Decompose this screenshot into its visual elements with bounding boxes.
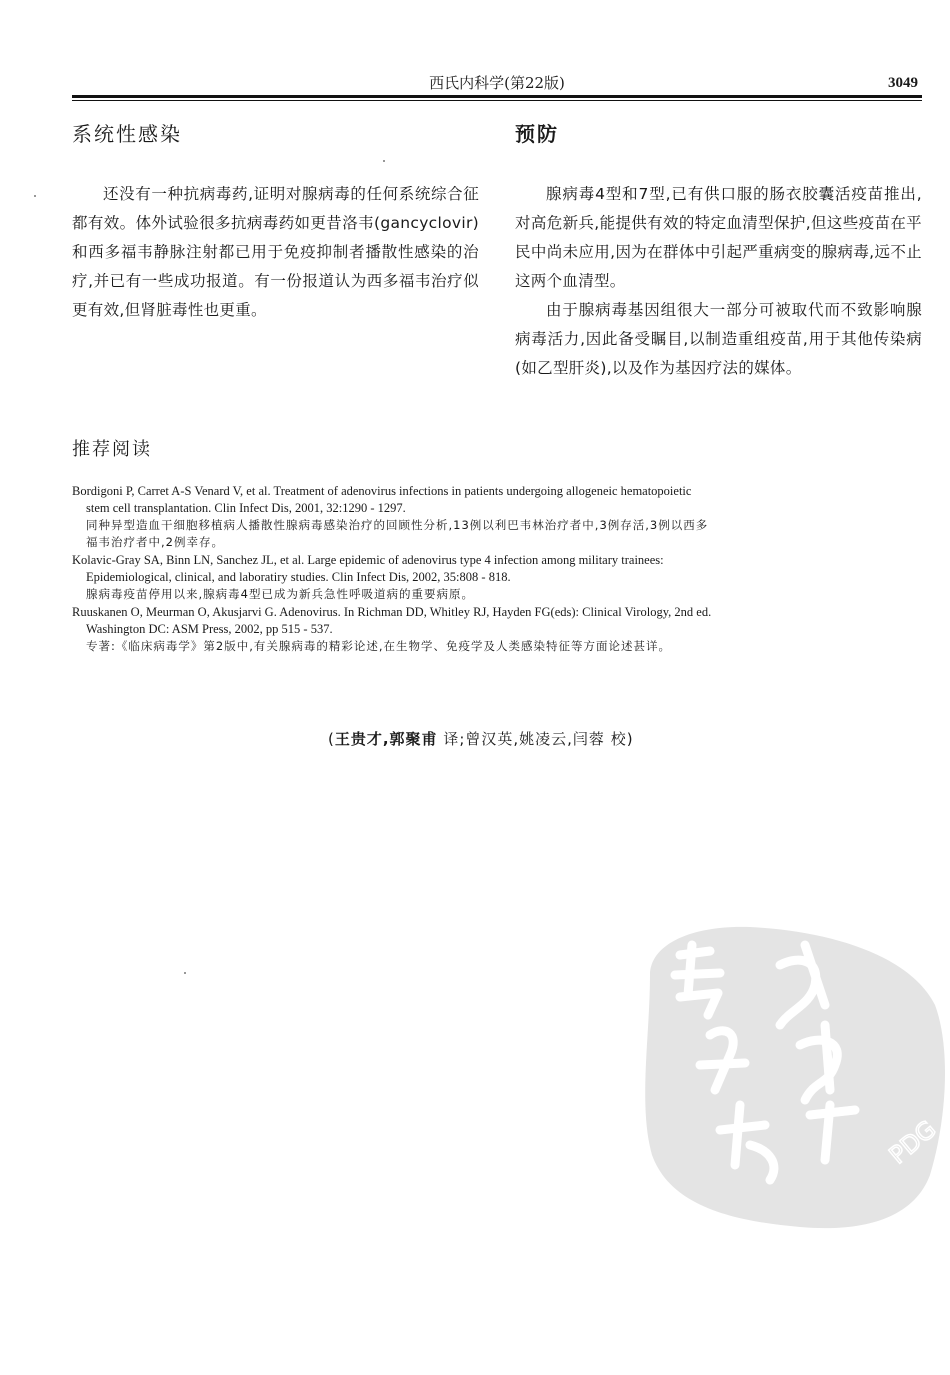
reference-citation: Ruuskanen O, Meurman O, Akusjarvi G. Adenovirus. In Richman DD, Whitley RJ, Hayden FG(eds): Clinical Virology, 2nd ed. Washington DC: ASM Press, 2002, pp 515 - 537. (72, 605, 712, 636)
review-label: 校) (604, 730, 634, 748)
reference-item (72, 483, 712, 551)
reviewer-names: 曾汉英,姚凌云,闫蓉 (465, 730, 605, 748)
credits-open: ( (328, 730, 335, 748)
reference-citation: Kolavic-Gray SA, Binn LN, Sanchez JL, et al. Large epidemic of adenovirus type 4 infection among military trainees: Epidemiological, clinical, and laboratiry studies. Clin Infect Dis, 2002, 35:808 - 818. (72, 553, 664, 584)
book-title: 西氏内科学(第22版) (429, 74, 565, 92)
header-rule-thick (72, 95, 922, 98)
translate-label: 译; (437, 730, 466, 748)
reference-item (72, 552, 712, 603)
running-header (72, 72, 922, 94)
reference-item (72, 604, 712, 655)
reference-citation: Bordigoni P, Carret A-S Venard V, et al. Treatment of adenovirus infections in patients undergoing allogeneic hematopoietic stem cell transplantation. Clin Infect Dis, 2001, 32:1290 - 1297. (72, 484, 692, 515)
recommended-reading-heading: 推荐阅读 (72, 439, 152, 460)
section-heading-prevention: 预防 (515, 122, 559, 146)
scan-speck (184, 972, 186, 974)
reference-note: 专著:《临床病毒学》第2版中,有关腺病毒的精彩论述,在生物学、免疫学及人类感染特征等方面论述甚详。 (86, 639, 671, 653)
reference-note: 腺病毒疫苗停用以来,腺病毒4型已成为新兵急性呼吸道病的重要病原。 (86, 587, 474, 601)
translation-credits (328, 728, 634, 750)
header-rule-thin (72, 100, 922, 101)
reference-note: 同种异型造血干细胞移植病人播散性腺病毒感染治疗的回顾性分析,13例以利巴韦林治疗者中,3例存活,3例以西多福韦治疗者中,2例幸存。 (86, 518, 709, 549)
scan-speck (34, 195, 36, 197)
section-heading-systemic-infection: 系统性感染 (72, 122, 182, 146)
right-paragraph-1: 腺病毒4型和7型,已有供口服的肠衣胶囊活疫苗推出,对高危新兵,能提供有效的特定血清型保护,但这些疫苗在平民中尚未应用,因为在群体中引起严重病变的腺病毒,远不止这两个血清型。 (515, 185, 922, 290)
translator-names: 王贵才,郭聚甫 (334, 730, 438, 748)
page-number: 3049 (888, 75, 918, 91)
reference-list (72, 483, 712, 656)
left-paragraph-1: 还没有一种抗病毒药,证明对腺病毒的任何系统综合征都有效。体外试验很多抗病毒药如更昔洛韦(gancyclovir)和西多福韦静脉注射都已用于免疫抑制者播散性感染的治疗,并已有一些成功报道。有一份报道认为西多福韦治疗似更有效,但肾脏毒性也更重。 (72, 185, 479, 319)
watermark-text: PDG (883, 1115, 942, 1170)
right-column-body (515, 180, 922, 383)
library-seal-watermark (630, 915, 950, 1235)
scan-speck (383, 160, 385, 162)
right-paragraph-2: 由于腺病毒基因组很大一部分可被取代而不致影响腺病毒活力,因此备受瞩目,以制造重组疫苗,用于其他传染病(如乙型肝炎),以及作为基因疗法的媒体。 (515, 301, 922, 377)
left-column-body (72, 180, 479, 325)
